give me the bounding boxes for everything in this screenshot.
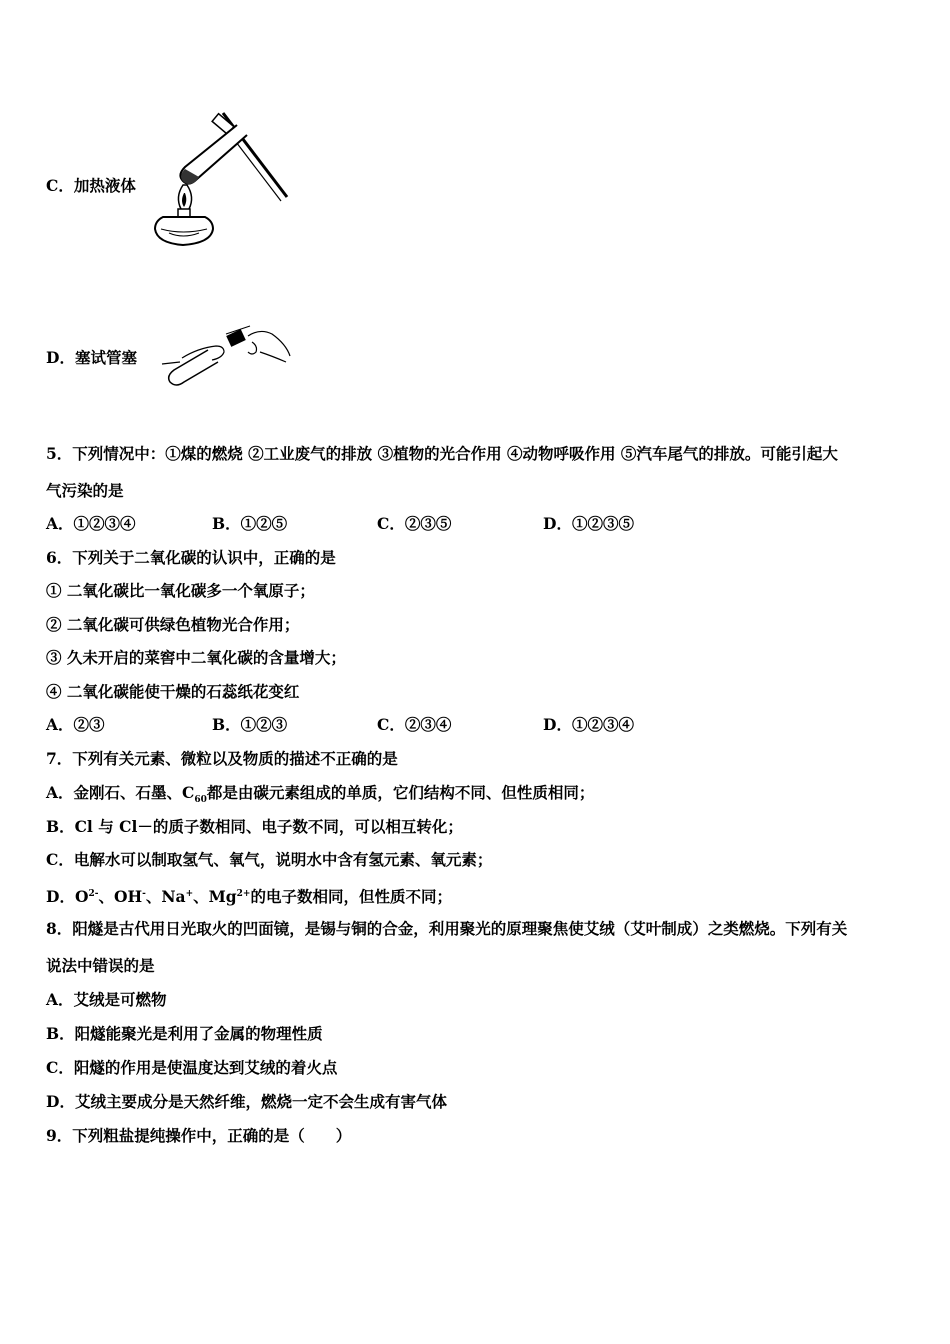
q7-option-c[interactable]: C．电解水可以制取氢气、氧气，说明水中含有氢元素、氧元素； [46,850,493,869]
q7-d-1: D．O [46,887,89,907]
q8-option-c[interactable]: C．阳燧的作用是使温度达到艾绒的着火点 [46,1058,338,1077]
q7-option-a[interactable] [46,783,594,810]
stopper-tube-figure [160,322,295,392]
q7-d-4sup: 2+ [236,889,251,899]
q8-option-d[interactable]: D．艾绒主要成分是天然纤维，燃烧一定不会生成有害气体 [46,1092,447,1111]
q6-statement-2: ② 二氧化碳可供绿色植物光合作用； [46,615,300,634]
q6-statement-4: ④ 二氧化碳能使干燥的石蕊纸花变红 [46,682,300,701]
q6-option-c[interactable]: C．②③④ [377,715,452,734]
q6-statement-1: ① 二氧化碳比一氧化碳多一个氧原子； [46,581,315,600]
q6-statement-3: ③ 久未开启的菜窖中二氧化碳的含量增大； [46,648,346,667]
q7-a-post: 都是由碳元素组成的单质，它们结构不同、但性质相同； [206,783,595,802]
q6-option-d[interactable]: D．①②③④ [543,715,634,734]
option-d-label: D．塞试管塞 [46,348,137,367]
q8-stem-line1: 8．阳燧是古代用日光取火的凹面镜，是锡与铜的合金，利用聚光的原理聚焦使艾绒（艾叶制成）之类燃烧。下列有关 [46,919,848,938]
q9-stem: 9．下列粗盐提纯操作中，正确的是（ ） [46,1126,352,1145]
q8-option-a[interactable]: A．艾绒是可燃物 [46,990,167,1009]
q6-option-a[interactable]: A．②③ [46,715,105,734]
q6-stem: 6．下列关于二氧化碳的认识中，正确的是 [46,548,336,567]
q7-a-pre: A．金刚石、石墨、C [46,783,195,802]
q5-option-b[interactable]: B．①②⑤ [212,514,288,533]
q7-d-4: 、Mg [193,887,237,907]
q7-stem: 7．下列有关元素、微粒以及物质的描述不正确的是 [46,749,398,768]
q6-option-b[interactable]: B．①②③ [212,715,288,734]
q8-stem-line2: 说法中错误的是 [46,956,155,975]
q7-d-3: 、Na [145,887,186,907]
q5-stem-line2: 气污染的是 [46,481,124,500]
q7-d-2sup: - [142,889,146,899]
heating-liquid-figure [145,105,295,250]
q7-a-sub: 60 [194,795,207,806]
q7-d-3sup: + [185,889,194,899]
q5-option-c[interactable]: C．②③⑤ [377,514,452,533]
q7-option-b[interactable]: B．Cl 与 Cl－的质子数相同、电子数不同，可以相互转化； [46,817,463,836]
q7-d-2: 、OH [98,887,143,907]
q5-option-d[interactable]: D．①②③⑤ [543,514,634,533]
q7-option-d[interactable] [46,884,452,907]
q5-option-a[interactable]: A．①②③④ [46,514,136,533]
option-c-label: C．加热液体 [46,176,136,195]
q7-d-5: 的电子数相同，但性质不同； [250,887,452,907]
q8-option-b[interactable]: B．阳燧能聚光是利用了金属的物理性质 [46,1024,323,1043]
q7-d-1sup: 2- [88,889,99,899]
q5-stem-line1: 5．下列情况中：①煤的燃烧 ②工业废气的排放 ③植物的光合作用 ④动物呼吸作用 ⑤汽车尾气的排放。可能引起大 [46,444,838,463]
